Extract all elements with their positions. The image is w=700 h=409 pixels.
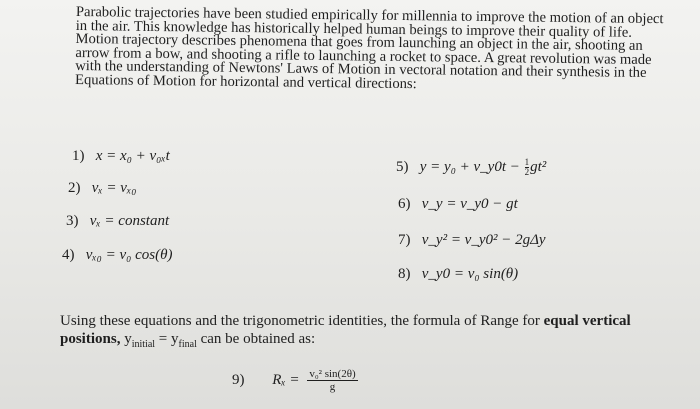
- fraction-denominator: 2: [524, 167, 530, 177]
- equation-number: 7): [398, 232, 411, 248]
- equation-text-before: y = y₀ + v_y0t −: [419, 158, 524, 175]
- range-formula: [232, 368, 358, 393]
- range-lhs: Rₓ =: [272, 371, 300, 388]
- equation-number: 5): [396, 158, 409, 175]
- equation-text: x = x₀ + v₀ₓt: [95, 148, 170, 164]
- equation-3: [66, 213, 169, 230]
- subscript-initial: initial: [131, 339, 156, 350]
- using-text-4: can be obtained as:: [196, 331, 316, 347]
- equation-text: vₓ = constant: [89, 213, 170, 229]
- equation-text: v_y² = v_y0² − 2gΔy: [421, 232, 546, 248]
- range-fraction: [307, 368, 357, 393]
- equation-1: [72, 148, 170, 165]
- using-text-1: Using these equations and the trigonometric identities, the formula of Range for: [60, 313, 544, 329]
- equation-text: v_y0 = v₀ sin(θ): [421, 266, 519, 282]
- using-text-3: = y: [155, 331, 179, 347]
- equation-text: v_y = v_y0 − gt: [421, 196, 518, 212]
- equation-5: [396, 158, 546, 177]
- using-text-2: y: [120, 331, 132, 347]
- equation-text: vₓ = vₓ₀: [91, 180, 137, 196]
- equation-text-after: gt²: [530, 158, 547, 175]
- equation-number: 9): [232, 371, 245, 388]
- equation-2: [68, 180, 136, 197]
- subscript-final: final: [178, 339, 197, 350]
- one-half-fraction: [525, 158, 530, 177]
- using-bold-text: equal vertical positions,: [60, 313, 631, 347]
- fraction-numerator: 1: [524, 157, 530, 167]
- equation-8: [398, 266, 518, 283]
- equation-7: [398, 232, 546, 249]
- range-numerator: v₀² sin(2θ): [309, 368, 356, 380]
- equation-6: [398, 196, 518, 213]
- range-denominator: g: [329, 381, 336, 393]
- equation-number: 8): [398, 266, 411, 282]
- equation-4: [62, 247, 172, 264]
- intro-paragraph: [75, 6, 666, 95]
- equation-number: 1): [72, 148, 85, 164]
- equation-number: 6): [398, 196, 411, 212]
- equation-number: 4): [62, 247, 75, 263]
- equation-text: vₓ₀ = v₀ cos(θ): [85, 247, 173, 263]
- range-instructions: [60, 312, 670, 354]
- equation-number: 2): [68, 180, 81, 196]
- equation-number: 3): [66, 213, 79, 229]
- intro-text: Parabolic trajectories have been studied empirically for millennia to improve the motion of an object in the air. This knowledge has historically helped human beings to improve their quality of life. Motion trajectory describes phenomena that goes from launching an object in the air, shooting an arrow from a bow, and shooting a rifle to launching a rocket to space. A great revolution was made with the understanding of Newtons' Laws of Motion in vectoral notation and their synthesis in the Equations of Motion for horizontal and vertical directions:: [74, 4, 664, 93]
